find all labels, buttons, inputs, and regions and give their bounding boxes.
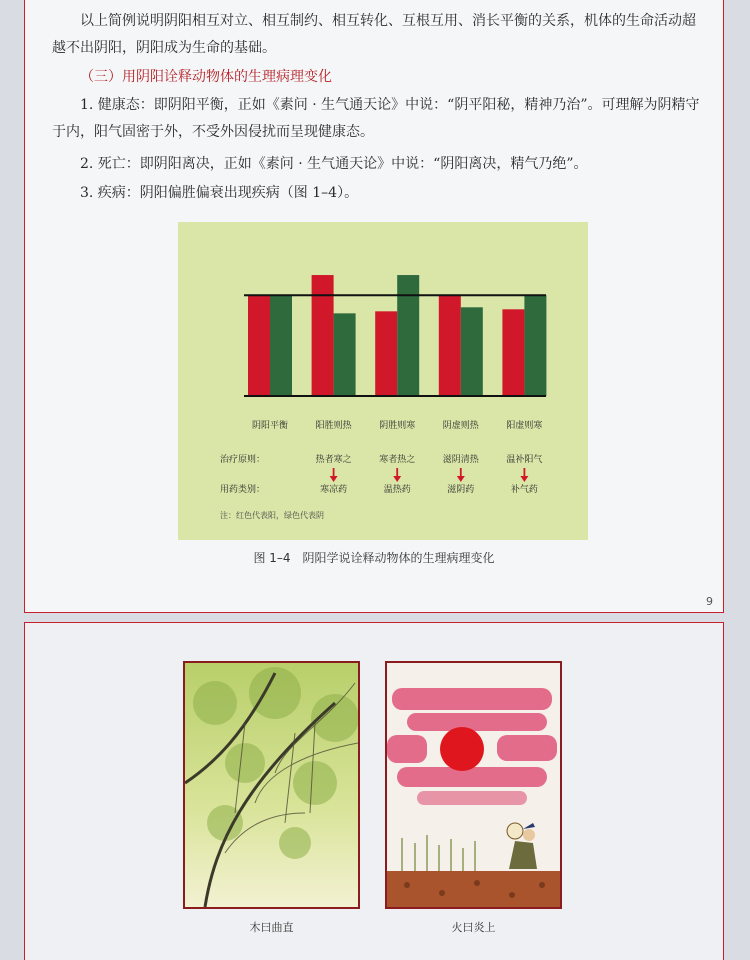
- paragraph-death-state: 2. 死亡：即阴阳离决，正如《素问 · 生气通天论》中说：“阴阳离决，精气乃绝”。: [80, 156, 588, 172]
- bar-yang-0: [248, 295, 270, 396]
- arrow-down-icon-0: [330, 476, 338, 482]
- arrow-down-icon-1: [393, 476, 401, 482]
- bar-yin-3: [461, 307, 483, 396]
- drug-0: 寒凉药: [320, 485, 348, 495]
- section-heading: （三）用阴阳诠释动物体的生理病理变化: [80, 69, 332, 85]
- bar-yin-1: [334, 313, 356, 396]
- bar-yang-4: [502, 309, 524, 396]
- yinyang-bar-figure: [178, 222, 588, 540]
- book-page-lower: [24, 622, 724, 960]
- state-label-2: 阴胜则寒: [379, 421, 416, 431]
- bar-yang-3: [439, 295, 461, 396]
- bar-yin-0: [270, 295, 292, 396]
- drug-row-label: 用药类别：: [220, 485, 266, 495]
- state-label-4: 阳虚则寒: [506, 421, 543, 431]
- state-label-0: 阴阳平衡: [251, 421, 289, 431]
- state-label-3: 阴虚则热: [442, 421, 479, 431]
- treatment-1: 寒者热之: [379, 455, 416, 465]
- bar-yang-2: [375, 311, 397, 396]
- bar-yang-1: [312, 275, 334, 396]
- drug-2: 滋阴药: [447, 485, 475, 495]
- drug-1: 温热药: [383, 485, 411, 495]
- treatment-0: 热者寒之: [315, 455, 352, 465]
- rising-sun-image: [387, 663, 560, 907]
- willow-tree-image: [185, 663, 358, 907]
- page-number: 9: [706, 595, 713, 608]
- yinyang-bar-chart: [178, 222, 588, 540]
- bar-yin-2: [397, 275, 419, 396]
- fire-caption: 火曰炎上: [451, 921, 496, 934]
- state-label-1: 阳胜则热: [315, 421, 352, 431]
- figure-note: 注：红色代表阳，绿色代表阴: [220, 511, 324, 520]
- treatment-2: 滋阴清热: [442, 455, 479, 465]
- wood-illustration: [183, 661, 360, 909]
- book-page-upper: [24, 0, 724, 613]
- paragraph-health-state: 1. 健康态：即阴阳平衡，正如《素问 · 生气通天论》中说：“阴平阳秘，精神乃治”。可理解为阴精守于内，阳气固密于外，不受外因侵扰而呈现健康态。: [52, 97, 700, 140]
- treatment-3: 温补阳气: [506, 455, 543, 465]
- drug-3: 补气药: [510, 485, 538, 495]
- fire-illustration: [385, 661, 562, 909]
- wood-caption: 木曰曲直: [249, 921, 294, 934]
- figure-caption: 图 1–4 阴阳学说诠释动物体的生理病理变化: [253, 551, 495, 565]
- treatment-row-label: 治疗原则：: [220, 455, 266, 465]
- paragraph-disease-state: 3. 疾病：阴阳偏胜偏衰出现疾病（图 1–4）。: [80, 185, 359, 201]
- paragraph-yinyang-summary: 以上简例说明阴阳相互对立、相互制约、相互转化、互根互用、消长平衡的关系，机体的生命活动超越不出阴阳，阴阳成为生命的基础。: [52, 13, 696, 56]
- arrow-down-icon-3: [520, 476, 528, 482]
- arrow-down-icon-2: [457, 476, 465, 482]
- bar-yin-4: [524, 295, 546, 396]
